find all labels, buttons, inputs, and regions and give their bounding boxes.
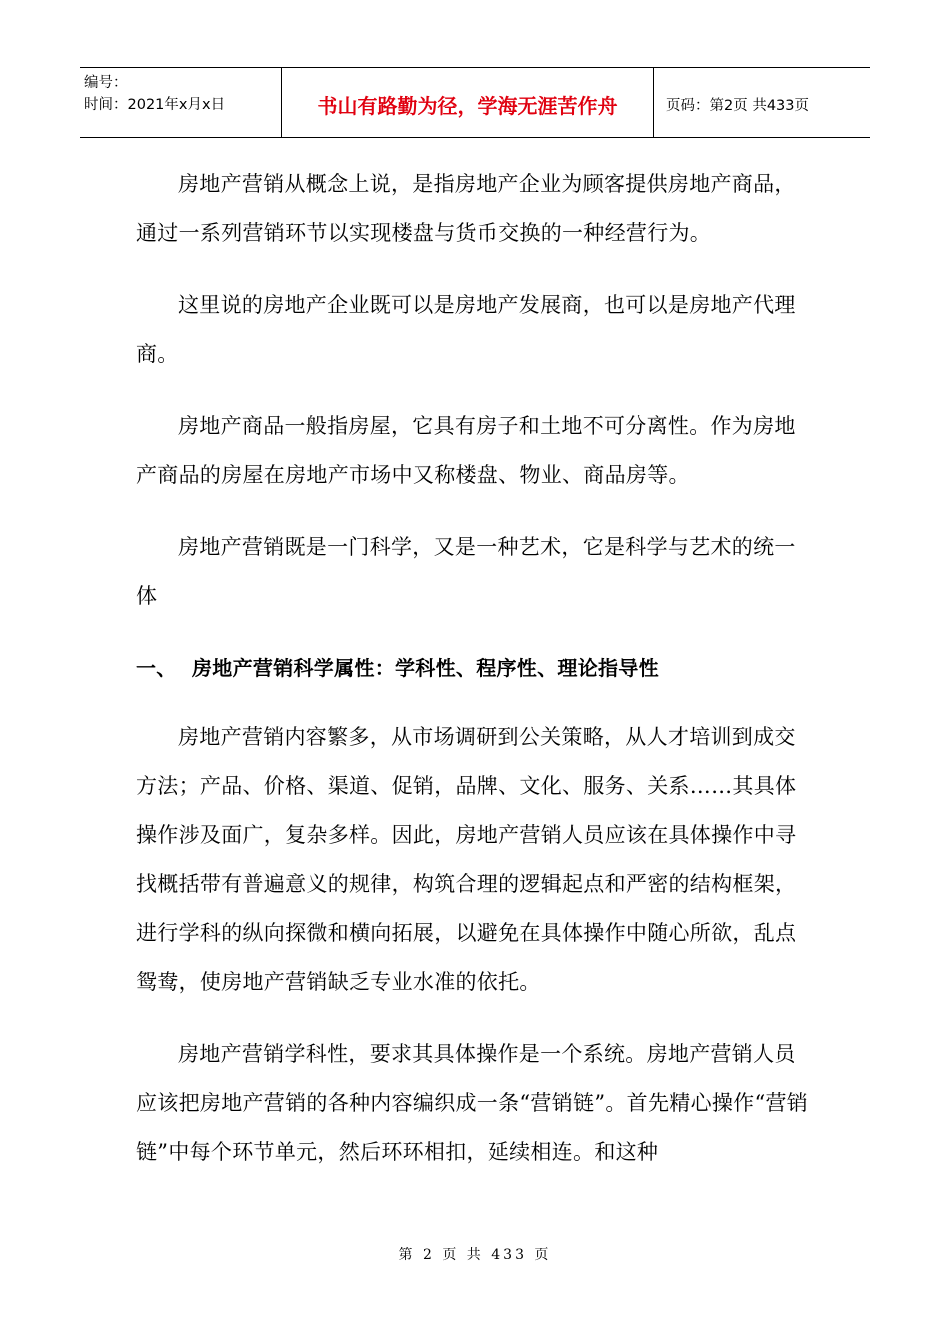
document-body — [136, 160, 816, 1200]
section-heading — [136, 644, 816, 693]
body-paragraph: 这里说的房地产企业既可以是房地产发展商，也可以是房地产代理商。 — [136, 293, 796, 366]
section-title: 房地产营销科学属性：学科性、程序性、理论指导性 — [192, 656, 659, 680]
header-page-info: 页码：第2页 共433页 — [666, 97, 810, 114]
body-paragraph: 房地产营销从概念上说，是指房地产企业为顾客提供房地产商品，通过一系列营销环节以实现楼盘与货币交换的一种经营行为。 — [136, 172, 796, 245]
body-paragraph: 房地产营销既是一门科学，又是一种艺术，它是科学与艺术的统一体 — [136, 535, 796, 608]
header-motto: 书山有路勤为径，学海无涯苦作舟 — [282, 68, 654, 137]
body-paragraph: 房地产营销学科性，要求其具体操作是一个系统。房地产营销人员应该把房地产营销的各种内容编织成一条“营销链”。首先精心操作“营销链”中每个环节单元，然后环环相扣，延续相连。和这种 — [136, 1042, 809, 1164]
page-header — [80, 67, 870, 138]
document-number-label: 编号： — [84, 75, 128, 91]
header-meta — [80, 68, 282, 137]
document-date: 时间：2021年x月x日 — [84, 97, 226, 113]
body-paragraph: 房地产营销内容繁多，从市场调研到公关策略，从人才培训到成交方法；产品、价格、渠道、促销，品牌、文化、服务、关系……其具体操作涉及面广，复杂多样。因此，房地产营销人员应该在具体操作中寻找概括带有普遍意义的规律，构筑合理的逻辑起点和严密的结构框架，进行学科的纵向探微和横向拓展，以避免在具体操作中随心所欲，乱点鸳鸯，使房地产营销缺乏专业水准的依托。 — [136, 725, 797, 994]
section-number: 一、 — [136, 656, 177, 680]
body-paragraph: 房地产商品一般指房屋，它具有房子和土地不可分离性。作为房地产商品的房屋在房地产市场中又称楼盘、物业、商品房等。 — [136, 414, 796, 487]
page-footer: 第 2 页 共 433 页 — [398, 1247, 552, 1263]
